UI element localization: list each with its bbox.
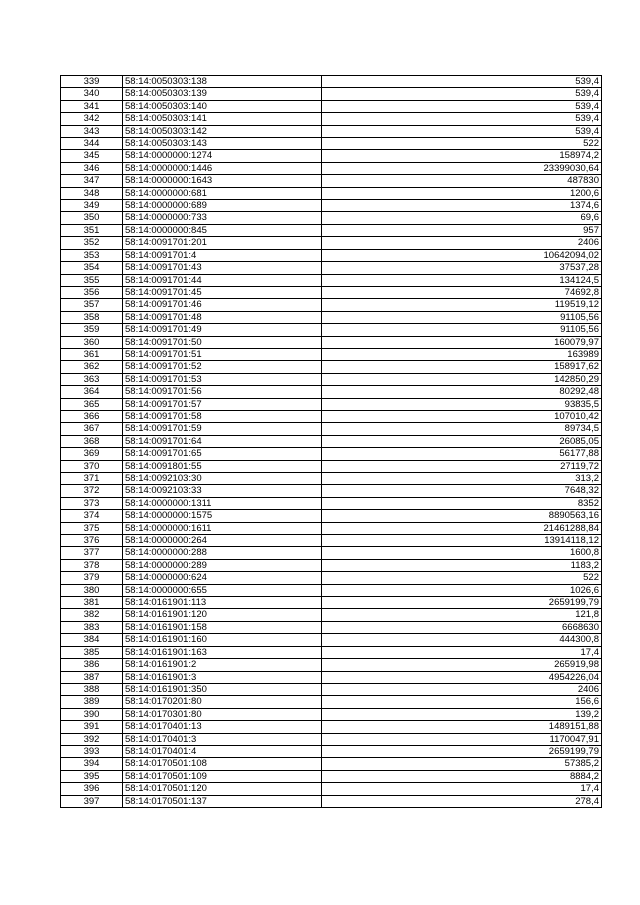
value-cell: 539,4 [322, 76, 602, 88]
cadastral-number-cell: 58:14:0170401:4 [123, 745, 322, 757]
row-number-cell: 360 [61, 336, 123, 348]
value-cell: 80292,48 [322, 386, 602, 398]
cadastral-number-cell: 58:14:0091701:43 [123, 262, 322, 274]
value-cell: 119519,12 [322, 299, 602, 311]
table-row [61, 597, 602, 609]
table-row [61, 609, 602, 621]
cadastral-number-cell: 58:14:0170501:108 [123, 758, 322, 770]
value-cell: 1600,8 [322, 547, 602, 559]
cadastral-number-cell: 58:14:0000000:1446 [123, 162, 322, 174]
value-cell: 142850,29 [322, 373, 602, 385]
table-row [61, 572, 602, 584]
table-row [61, 224, 602, 236]
cadastral-number-cell: 58:14:0161901:163 [123, 646, 322, 658]
table-row [61, 671, 602, 683]
table-row [61, 336, 602, 348]
cadastral-number-cell: 58:14:0091701:64 [123, 435, 322, 447]
value-cell: 121,8 [322, 609, 602, 621]
value-cell: 539,4 [322, 125, 602, 137]
value-cell: 57385,2 [322, 758, 602, 770]
cadastral-number-cell: 58:14:0050303:140 [123, 100, 322, 112]
table-row [61, 274, 602, 286]
cadastral-number-cell: 58:14:0000000:1643 [123, 175, 322, 187]
table-body [61, 76, 602, 808]
value-cell: 278,4 [322, 795, 602, 807]
cadastral-number-cell: 58:14:0091701:48 [123, 311, 322, 323]
row-number-cell: 340 [61, 88, 123, 100]
table-row [61, 559, 602, 571]
value-cell: 1170047,91 [322, 733, 602, 745]
value-cell: 1026,6 [322, 584, 602, 596]
row-number-cell: 358 [61, 311, 123, 323]
cadastral-number-cell: 58:14:0000000:1575 [123, 510, 322, 522]
table-row [61, 138, 602, 150]
cadastral-number-cell: 58:14:0161901:3 [123, 671, 322, 683]
value-cell: 4954226,04 [322, 671, 602, 683]
table-row [61, 311, 602, 323]
table-row [61, 76, 602, 88]
row-number-cell: 377 [61, 547, 123, 559]
cadastral-number-cell: 58:14:0000000:845 [123, 224, 322, 236]
value-cell: 957 [322, 224, 602, 236]
cadastral-table [60, 75, 602, 808]
row-number-cell: 390 [61, 708, 123, 720]
cadastral-number-cell: 58:14:0091701:46 [123, 299, 322, 311]
row-number-cell: 359 [61, 324, 123, 336]
table-row [61, 125, 602, 137]
table-row [61, 510, 602, 522]
row-number-cell: 383 [61, 621, 123, 633]
cadastral-number-cell: 58:14:0170401:13 [123, 721, 322, 733]
table-row [61, 535, 602, 547]
cadastral-number-cell: 58:14:0000000:681 [123, 187, 322, 199]
table-row [61, 460, 602, 472]
row-number-cell: 380 [61, 584, 123, 596]
table-row [61, 373, 602, 385]
value-cell: 444300,8 [322, 634, 602, 646]
row-number-cell: 378 [61, 559, 123, 571]
table-row [61, 262, 602, 274]
row-number-cell: 395 [61, 770, 123, 782]
row-number-cell: 387 [61, 671, 123, 683]
value-cell: 139,2 [322, 708, 602, 720]
row-number-cell: 371 [61, 473, 123, 485]
row-number-cell: 355 [61, 274, 123, 286]
value-cell: 1489151,88 [322, 721, 602, 733]
row-number-cell: 367 [61, 423, 123, 435]
table-row [61, 770, 602, 782]
row-number-cell: 391 [61, 721, 123, 733]
value-cell: 6668630 [322, 621, 602, 633]
row-number-cell: 346 [61, 162, 123, 174]
table-row [61, 584, 602, 596]
cadastral-number-cell: 58:14:0091701:53 [123, 373, 322, 385]
table-row [61, 386, 602, 398]
value-cell: 37537,28 [322, 262, 602, 274]
table-row [61, 758, 602, 770]
cadastral-number-cell: 58:14:0091701:56 [123, 386, 322, 398]
table-row [61, 175, 602, 187]
row-number-cell: 384 [61, 634, 123, 646]
row-number-cell: 386 [61, 659, 123, 671]
table-row [61, 473, 602, 485]
cadastral-number-cell: 58:14:0091701:44 [123, 274, 322, 286]
cadastral-number-cell: 58:14:0050303:143 [123, 138, 322, 150]
cadastral-number-cell: 58:14:0091701:65 [123, 448, 322, 460]
table-row [61, 783, 602, 795]
cadastral-number-cell: 58:14:0161901:158 [123, 621, 322, 633]
value-cell: 2406 [322, 683, 602, 695]
row-number-cell: 396 [61, 783, 123, 795]
row-number-cell: 392 [61, 733, 123, 745]
cadastral-number-cell: 58:14:0091701:49 [123, 324, 322, 336]
cadastral-number-cell: 58:14:0091801:55 [123, 460, 322, 472]
cadastral-number-cell: 58:14:0161901:120 [123, 609, 322, 621]
table-row [61, 410, 602, 422]
value-cell: 163989 [322, 348, 602, 360]
value-cell: 539,4 [322, 88, 602, 100]
value-cell: 13914118,12 [322, 535, 602, 547]
table-row [61, 522, 602, 534]
value-cell: 313,2 [322, 473, 602, 485]
row-number-cell: 344 [61, 138, 123, 150]
table-row [61, 299, 602, 311]
cadastral-number-cell: 58:14:0170501:109 [123, 770, 322, 782]
cadastral-number-cell: 58:14:0000000:289 [123, 559, 322, 571]
cadastral-number-cell: 58:14:0091701:52 [123, 361, 322, 373]
table-row [61, 634, 602, 646]
row-number-cell: 382 [61, 609, 123, 621]
table-row [61, 683, 602, 695]
value-cell: 26085,05 [322, 435, 602, 447]
row-number-cell: 397 [61, 795, 123, 807]
row-number-cell: 348 [61, 187, 123, 199]
table-row [61, 497, 602, 509]
row-number-cell: 374 [61, 510, 123, 522]
cadastral-number-cell: 58:14:0091701:201 [123, 237, 322, 249]
value-cell: 21461288,84 [322, 522, 602, 534]
table-row [61, 88, 602, 100]
row-number-cell: 379 [61, 572, 123, 584]
table-row [61, 286, 602, 298]
value-cell: 1200,6 [322, 187, 602, 199]
cadastral-number-cell: 58:14:0050303:138 [123, 76, 322, 88]
row-number-cell: 354 [61, 262, 123, 274]
cadastral-number-cell: 58:14:0000000:264 [123, 535, 322, 547]
value-cell: 17,4 [322, 783, 602, 795]
cadastral-number-cell: 58:14:0091701:59 [123, 423, 322, 435]
row-number-cell: 376 [61, 535, 123, 547]
row-number-cell: 361 [61, 348, 123, 360]
row-number-cell: 373 [61, 497, 123, 509]
value-cell: 91105,56 [322, 311, 602, 323]
row-number-cell: 342 [61, 113, 123, 125]
cadastral-number-cell: 58:14:0170501:137 [123, 795, 322, 807]
value-cell: 487830 [322, 175, 602, 187]
cadastral-number-cell: 58:14:0092103:33 [123, 485, 322, 497]
cadastral-number-cell: 58:14:0000000:1611 [123, 522, 322, 534]
cadastral-number-cell: 58:14:0170501:120 [123, 783, 322, 795]
table-row [61, 721, 602, 733]
value-cell: 539,4 [322, 113, 602, 125]
value-cell: 2406 [322, 237, 602, 249]
value-cell: 1374,6 [322, 200, 602, 212]
cadastral-number-cell: 58:14:0000000:624 [123, 572, 322, 584]
cadastral-number-cell: 58:14:0091701:4 [123, 249, 322, 261]
cadastral-number-cell: 58:14:0161901:160 [123, 634, 322, 646]
value-cell: 158974,2 [322, 150, 602, 162]
value-cell: 74692,8 [322, 286, 602, 298]
row-number-cell: 352 [61, 237, 123, 249]
table-row [61, 249, 602, 261]
value-cell: 27119,72 [322, 460, 602, 472]
value-cell: 1183,2 [322, 559, 602, 571]
value-cell: 2659199,79 [322, 745, 602, 757]
row-number-cell: 345 [61, 150, 123, 162]
row-number-cell: 369 [61, 448, 123, 460]
row-number-cell: 351 [61, 224, 123, 236]
row-number-cell: 389 [61, 696, 123, 708]
table-row [61, 547, 602, 559]
row-number-cell: 372 [61, 485, 123, 497]
row-number-cell: 343 [61, 125, 123, 137]
table-row [61, 150, 602, 162]
row-number-cell: 385 [61, 646, 123, 658]
row-number-cell: 364 [61, 386, 123, 398]
row-number-cell: 388 [61, 683, 123, 695]
cadastral-number-cell: 58:14:0091701:45 [123, 286, 322, 298]
value-cell: 93835,5 [322, 398, 602, 410]
table-row [61, 745, 602, 757]
value-cell: 522 [322, 138, 602, 150]
table-row [61, 324, 602, 336]
table-row [61, 361, 602, 373]
row-number-cell: 393 [61, 745, 123, 757]
value-cell: 10642094,02 [322, 249, 602, 261]
cadastral-number-cell: 58:14:0091701:57 [123, 398, 322, 410]
row-number-cell: 375 [61, 522, 123, 534]
cadastral-number-cell: 58:14:0050303:142 [123, 125, 322, 137]
row-number-cell: 357 [61, 299, 123, 311]
value-cell: 2659199,79 [322, 597, 602, 609]
table-row [61, 621, 602, 633]
table-row [61, 100, 602, 112]
row-number-cell: 370 [61, 460, 123, 472]
value-cell: 107010,42 [322, 410, 602, 422]
table-row [61, 423, 602, 435]
value-cell: 265919,98 [322, 659, 602, 671]
value-cell: 134124,5 [322, 274, 602, 286]
cadastral-number-cell: 58:14:0000000:1274 [123, 150, 322, 162]
value-cell: 69,6 [322, 212, 602, 224]
cadastral-number-cell: 58:14:0092103:30 [123, 473, 322, 485]
value-cell: 522 [322, 572, 602, 584]
table-row [61, 398, 602, 410]
row-number-cell: 350 [61, 212, 123, 224]
row-number-cell: 356 [61, 286, 123, 298]
cadastral-number-cell: 58:14:0000000:689 [123, 200, 322, 212]
table-row [61, 733, 602, 745]
value-cell: 158917,62 [322, 361, 602, 373]
table-row [61, 485, 602, 497]
cadastral-number-cell: 58:14:0161901:2 [123, 659, 322, 671]
table-row [61, 435, 602, 447]
cadastral-number-cell: 58:14:0000000:1311 [123, 497, 322, 509]
row-number-cell: 353 [61, 249, 123, 261]
table-row [61, 237, 602, 249]
table-row [61, 348, 602, 360]
cadastral-number-cell: 58:14:0170201:80 [123, 696, 322, 708]
cadastral-number-cell: 58:14:0050303:139 [123, 88, 322, 100]
cadastral-number-cell: 58:14:0091701:51 [123, 348, 322, 360]
row-number-cell: 341 [61, 100, 123, 112]
row-number-cell: 366 [61, 410, 123, 422]
cadastral-number-cell: 58:14:0000000:733 [123, 212, 322, 224]
cadastral-number-cell: 58:14:0170401:3 [123, 733, 322, 745]
cadastral-number-cell: 58:14:0161901:350 [123, 683, 322, 695]
value-cell: 539,4 [322, 100, 602, 112]
value-cell: 91105,56 [322, 324, 602, 336]
cadastral-number-cell: 58:14:0091701:58 [123, 410, 322, 422]
value-cell: 160079,97 [322, 336, 602, 348]
cadastral-number-cell: 58:14:0050303:141 [123, 113, 322, 125]
table-row [61, 200, 602, 212]
row-number-cell: 368 [61, 435, 123, 447]
cadastral-number-cell: 58:14:0000000:288 [123, 547, 322, 559]
table-row [61, 795, 602, 807]
cadastral-number-cell: 58:14:0091701:50 [123, 336, 322, 348]
table-row [61, 448, 602, 460]
table-row [61, 113, 602, 125]
row-number-cell: 363 [61, 373, 123, 385]
value-cell: 8884,2 [322, 770, 602, 782]
value-cell: 89734,5 [322, 423, 602, 435]
row-number-cell: 349 [61, 200, 123, 212]
row-number-cell: 365 [61, 398, 123, 410]
value-cell: 8352 [322, 497, 602, 509]
value-cell: 8890563,16 [322, 510, 602, 522]
table-row [61, 187, 602, 199]
row-number-cell: 381 [61, 597, 123, 609]
cadastral-number-cell: 58:14:0161901:113 [123, 597, 322, 609]
cadastral-number-cell: 58:14:0000000:655 [123, 584, 322, 596]
row-number-cell: 339 [61, 76, 123, 88]
value-cell: 17,4 [322, 646, 602, 658]
cadastral-number-cell: 58:14:0170301:80 [123, 708, 322, 720]
value-cell: 56177,88 [322, 448, 602, 460]
table-row [61, 162, 602, 174]
row-number-cell: 394 [61, 758, 123, 770]
table-row [61, 659, 602, 671]
table-row [61, 212, 602, 224]
row-number-cell: 362 [61, 361, 123, 373]
table-row [61, 646, 602, 658]
table-row [61, 708, 602, 720]
value-cell: 156,6 [322, 696, 602, 708]
table-row [61, 696, 602, 708]
row-number-cell: 347 [61, 175, 123, 187]
value-cell: 7648,32 [322, 485, 602, 497]
value-cell: 23399030,64 [322, 162, 602, 174]
